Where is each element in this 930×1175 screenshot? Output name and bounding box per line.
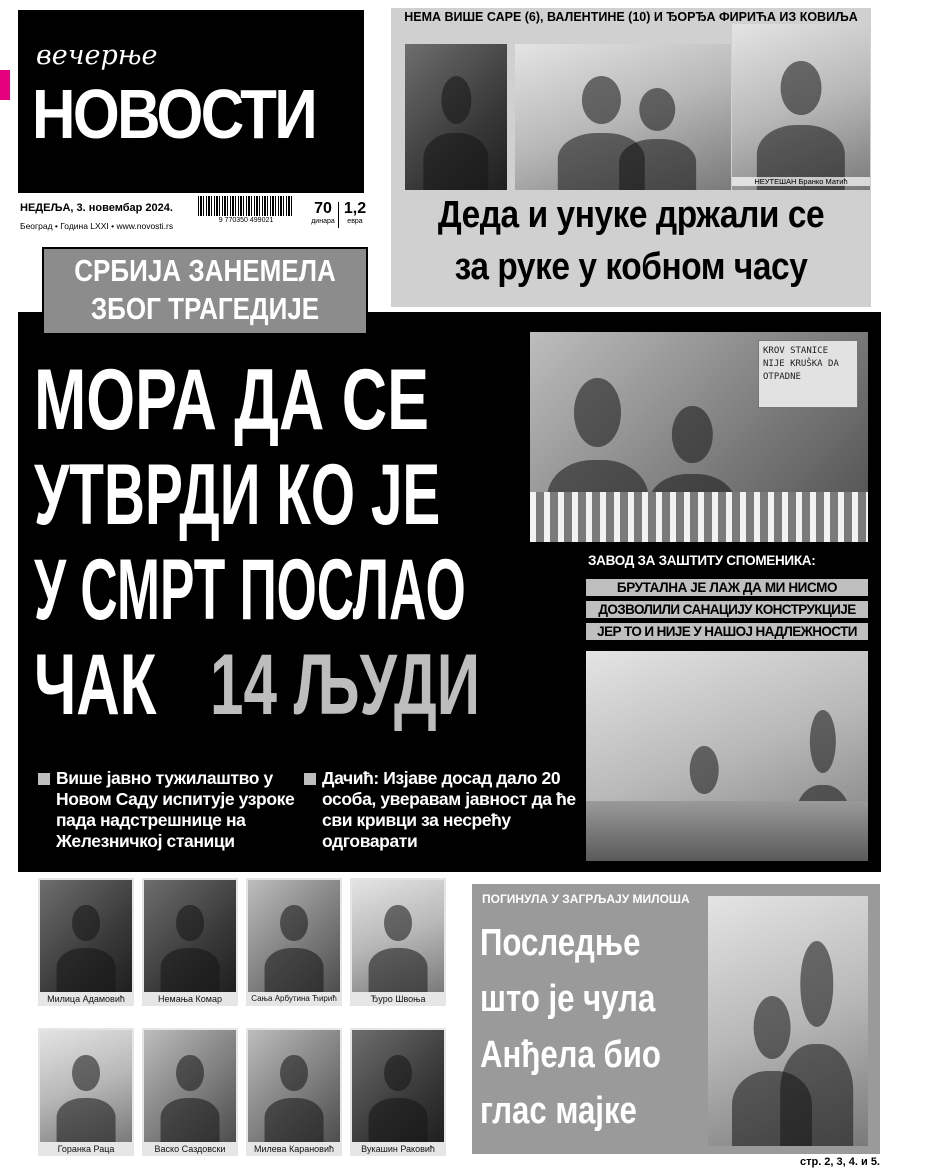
main-headline-3: У СМРТ ПОСЛАО [34, 542, 466, 638]
victim-card [246, 878, 342, 1006]
couple-photo [708, 896, 868, 1146]
victim-name: Сања Арбутина Ћирић [251, 994, 337, 1003]
barcode-digits: 9 770350 499021 [218, 217, 274, 224]
top-story-headline-2: за руке у кобном часу [454, 246, 808, 288]
price-euro: 1,2 евра [343, 200, 367, 225]
overline-box [42, 247, 368, 335]
box-story-line-4: глас мајке [480, 1090, 637, 1132]
photo-caption: НЕУТЕШАН Бранко Матић [732, 177, 870, 186]
barcode [198, 196, 294, 226]
main-headline-2: УТВРДИ КО ЈЕ [34, 447, 441, 543]
memorial-sign: KROV STANICE NIJE KRUŠKA DA OTPADNE [758, 340, 858, 408]
overline-1: СРБИЈА ЗАНЕМЕЛА [74, 253, 336, 288]
accent-mark [0, 70, 10, 100]
victim-name: Милица Адамовић [47, 994, 125, 1004]
victim-card [38, 878, 134, 1006]
victim-card [350, 1028, 446, 1156]
top-story [391, 8, 871, 307]
candles [530, 492, 868, 542]
box-story-line-2: што је чула [480, 978, 656, 1020]
masthead-name: НОВОСТИ [32, 75, 316, 153]
victim-name: Васко Саздовски [154, 1144, 226, 1154]
memorial-candles-photo [530, 332, 868, 542]
masthead-prefix: вечерње [36, 40, 158, 71]
side-story-line-2: ДОЗВОЛИЛИ САНАЦИЈУ КОНСТРУКЦИЈЕ [586, 601, 868, 618]
issue-date: НЕДЕЉА, 3. новембар 2024. [20, 202, 173, 214]
victim-card [350, 878, 446, 1006]
grandfather-photo [405, 44, 507, 190]
victim-name: Милева Карановић [253, 1144, 334, 1154]
box-story-line-3: Анђела био [480, 1034, 661, 1076]
main-headline-1: МОРА ДА СЕ [34, 352, 429, 448]
granddaughters-photo [515, 44, 731, 190]
victim-card [38, 1028, 134, 1156]
victim-name: Немања Комар [158, 994, 222, 1004]
page-reference: стр. 2, 3, 4. и 5. [770, 1156, 880, 1168]
bullet-square-icon [304, 773, 316, 785]
victim-name: Ђуро Швоња [370, 994, 426, 1004]
bullet-square-icon [38, 773, 50, 785]
main-headline-4a: ЧАК [34, 637, 157, 733]
side-story-line-1: БРУТАЛНА ЈЕ ЛАЖ ДА МИ НИСМО [586, 579, 868, 596]
victim-card [142, 878, 238, 1006]
bullet-1-text: Више јавно тужилаштво у Новом Саду испитује узроке пада надстрешнице на Железничкој станици [56, 768, 295, 851]
top-story-kicker: НЕМА ВИШЕ САРЕ (6), ВАЛЕНТИНЕ (10) И ЂОРЂА ФИРИЋА ИЗ КОВИЉА [404, 10, 858, 24]
branko-matic-photo [732, 24, 870, 190]
side-story-line-3: ЈЕР ТО И НИЈЕ У НАШОЈ НАДЛЕЖНОСТИ [586, 623, 868, 640]
issue-edition: Београд • Година LXXI • www.novosti.rs [20, 221, 174, 231]
main-headline-4b: 14 ЉУДИ [210, 637, 481, 733]
rescue-workers-photo [586, 651, 868, 861]
victim-card [142, 1028, 238, 1156]
bullet-1 [38, 768, 308, 852]
victim-name: Вукашин Раковић [361, 1144, 435, 1154]
overline-2: ЗБОГ ТРАГЕДИЈЕ [90, 291, 320, 326]
victim-name: Горанка Раца [57, 1144, 115, 1154]
masthead-logo [18, 10, 364, 193]
victim-card [246, 1028, 342, 1156]
box-story [472, 884, 880, 1154]
side-story-title: ЗАВОД ЗА ЗАШТИТУ СПОМЕНИКА: [588, 553, 816, 568]
box-story-kicker: ПОГИНУЛА У ЗАГРЉАЈУ МИЛОША [482, 892, 690, 906]
price-dinars: 70 динара [311, 200, 335, 225]
top-story-headline-1: Деда и унуке држали се [437, 194, 825, 236]
victims-grid [38, 878, 446, 1170]
bullet-2 [304, 768, 576, 852]
box-story-line-1: Последње [480, 922, 641, 964]
bullet-2-text: Дачић: Изјаве досад дало 20 особа, уверавам јавност да ће сви кривци за несрећу одговарати [322, 768, 576, 851]
